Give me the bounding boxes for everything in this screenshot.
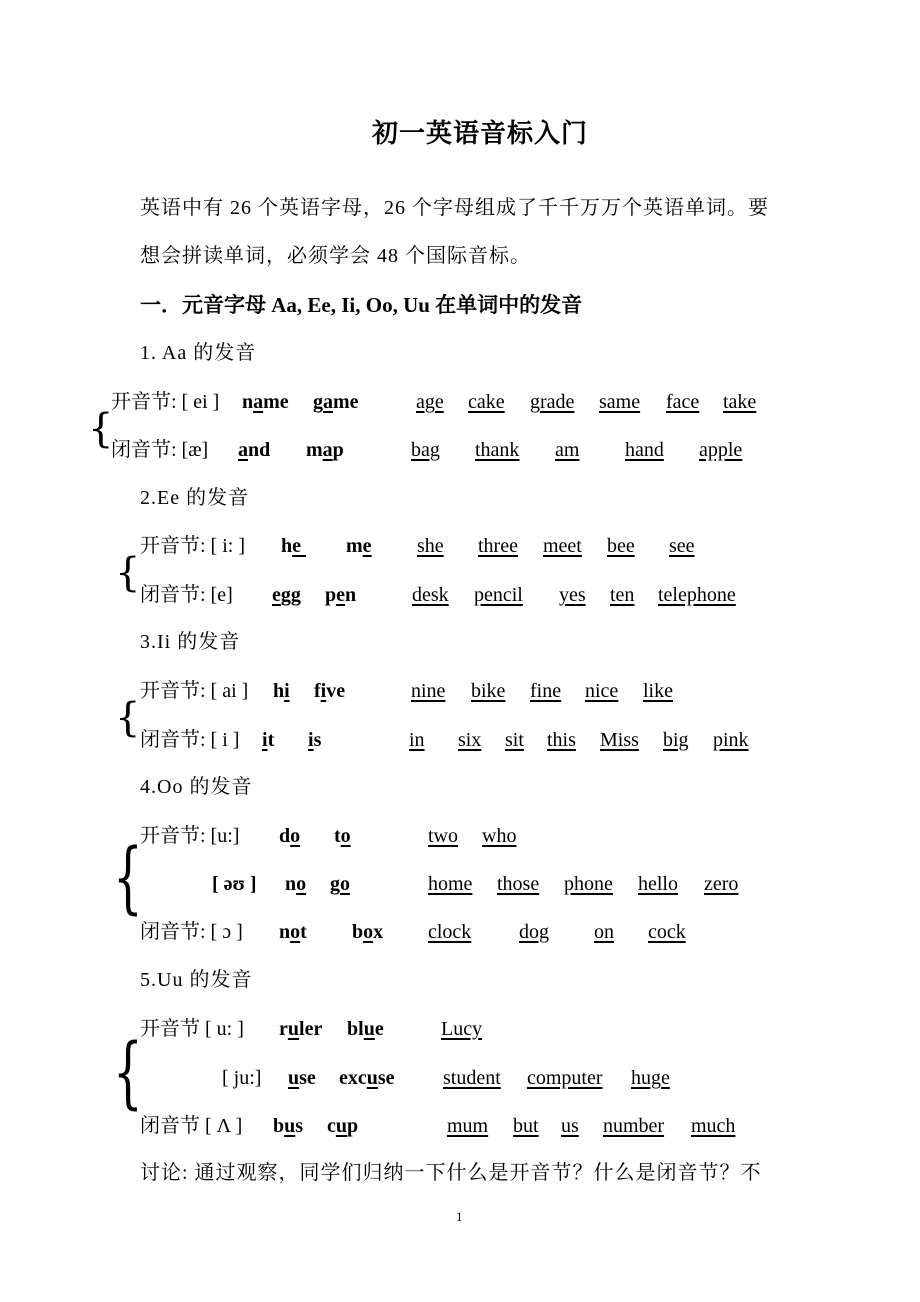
word-nice: nice xyxy=(585,680,619,702)
example-word: is xyxy=(308,729,322,751)
word-cock: cock xyxy=(648,921,686,943)
page-title: 初一英语音标入门 xyxy=(371,119,588,148)
ii-heading: 3.Ii 的发音 xyxy=(140,631,241,653)
word-yes: yes xyxy=(559,584,586,606)
word-bee: bee xyxy=(607,535,635,557)
example-word: me xyxy=(346,535,372,557)
word-pink: pink xyxy=(713,729,749,751)
aa-open-label: 开音节: [ ei ] xyxy=(111,391,220,413)
example-word: and xyxy=(238,439,271,461)
word-see: see xyxy=(669,535,695,557)
word-those: those xyxy=(497,873,540,895)
ii-closed-label: 闭音节: [ i ] xyxy=(140,729,240,751)
discussion-text: 讨论: 通过观察，同学们归纳一下什么是开音节？什么是闭音节？不 xyxy=(140,1162,762,1184)
ii-open-label: 开音节: [ ai ] xyxy=(140,680,249,702)
example-word: excuse xyxy=(339,1067,395,1089)
word-six: six xyxy=(458,729,482,751)
word-who: who xyxy=(482,825,517,847)
word-she: she xyxy=(417,535,444,557)
example-word: map xyxy=(306,439,344,461)
word-cake: cake xyxy=(468,391,505,413)
word-number: number xyxy=(603,1115,665,1137)
example-word: box xyxy=(352,921,384,943)
word-meet: meet xyxy=(543,535,582,557)
brace-icon: { xyxy=(115,695,141,741)
word-thank: thank xyxy=(475,439,520,461)
word-take: take xyxy=(723,391,757,413)
word-dog: dog xyxy=(519,921,549,943)
word-hello: hello xyxy=(638,873,678,895)
word-like: like xyxy=(643,680,673,702)
word-phone: phone xyxy=(564,873,613,895)
example-word: go xyxy=(330,873,350,895)
word-hand: hand xyxy=(625,439,664,461)
uu-closed-label: 闭音节 [ Λ ] xyxy=(140,1115,243,1137)
brace-icon: { xyxy=(115,550,141,596)
example-word: ruler xyxy=(279,1018,323,1040)
ee-heading: 2.Ee 的发音 xyxy=(140,487,250,509)
brace-icon: { xyxy=(113,833,143,923)
word-ten: ten xyxy=(610,584,635,606)
example-word: cup xyxy=(327,1115,359,1137)
word-grade: grade xyxy=(530,391,575,413)
brace-icon: { xyxy=(88,406,114,452)
aa-closed-label: 闭音节: [æ] xyxy=(111,439,209,461)
word-computer: computer xyxy=(527,1067,603,1089)
example-word: game xyxy=(313,391,359,413)
word-much: much xyxy=(691,1115,736,1137)
word-on: on xyxy=(594,921,614,943)
word-big: big xyxy=(663,729,689,751)
uu-open-label-2: [ ju:] xyxy=(222,1067,262,1089)
word-three: three xyxy=(478,535,518,557)
example-word: no xyxy=(285,873,307,895)
intro-line-1: 英语中有 26 个英语字母，26 个字母组成了千千万万个英语单词。要 xyxy=(140,197,769,219)
page-number: 1 xyxy=(456,1209,463,1224)
word-telephone: telephone xyxy=(658,584,736,606)
uu-open-label: 开音节 [ u: ] xyxy=(140,1018,244,1040)
word-pencil: pencil xyxy=(474,584,523,606)
example-word: pen xyxy=(325,584,357,606)
word-same: same xyxy=(599,391,641,413)
word-face: face xyxy=(666,391,700,413)
word-am: am xyxy=(555,439,580,461)
word-but: but xyxy=(513,1115,539,1137)
intro-line-2: 想会拼读单词，必须学会 48 个国际音标。 xyxy=(140,245,531,267)
ee-closed-label: 闭音节: [e] xyxy=(140,584,233,606)
example-word: egg xyxy=(272,584,301,606)
word-huge: huge xyxy=(631,1067,670,1089)
oo-heading: 4.Oo 的发音 xyxy=(140,776,253,798)
word-age: age xyxy=(416,391,444,413)
example-word: hi xyxy=(273,680,290,702)
oo-open-label: 开音节: [u:] xyxy=(140,825,240,847)
oo-open-label-2: [ əʊ ] xyxy=(212,873,257,895)
example-word: he xyxy=(281,535,307,557)
word-in: in xyxy=(409,729,425,751)
word-bag: bag xyxy=(411,439,440,461)
word-bike: bike xyxy=(471,680,506,702)
word-fine: fine xyxy=(530,680,562,702)
word-student: student xyxy=(443,1067,501,1089)
word-zero: zero xyxy=(704,873,739,895)
example-word: to xyxy=(334,825,351,847)
section-heading: 一．元音字母 Aa, Ee, Ii, Oo, Uu 在单词中的发音 xyxy=(140,293,583,317)
example-word: not xyxy=(279,921,307,943)
example-word: name xyxy=(242,391,289,413)
oo-closed-label: 闭音节: [ ɔ ] xyxy=(140,921,243,943)
word-nine: nine xyxy=(411,680,446,702)
word-clock: clock xyxy=(428,921,472,943)
word-us: us xyxy=(561,1115,579,1137)
word-home: home xyxy=(428,873,473,895)
example-word: blue xyxy=(347,1018,384,1040)
aa-heading: 1. Aa 的发音 xyxy=(140,342,257,364)
word-mum: mum xyxy=(447,1115,489,1137)
brace-icon: { xyxy=(113,1028,143,1118)
ee-open-label: 开音节: [ i: ] xyxy=(140,535,245,557)
word-lucy: Lucy xyxy=(441,1018,483,1040)
word-desk: desk xyxy=(412,584,449,606)
example-word: it xyxy=(262,729,275,751)
example-word: use xyxy=(288,1067,316,1089)
word-two: two xyxy=(428,825,458,847)
word-sit: sit xyxy=(505,729,524,751)
example-word: five xyxy=(314,680,346,702)
word-miss: Miss xyxy=(600,729,639,751)
uu-heading: 5.Uu 的发音 xyxy=(140,969,253,991)
word-this: this xyxy=(547,729,576,751)
word-apple: apple xyxy=(699,439,743,461)
example-word: do xyxy=(279,825,301,847)
example-word: bus xyxy=(273,1115,304,1137)
